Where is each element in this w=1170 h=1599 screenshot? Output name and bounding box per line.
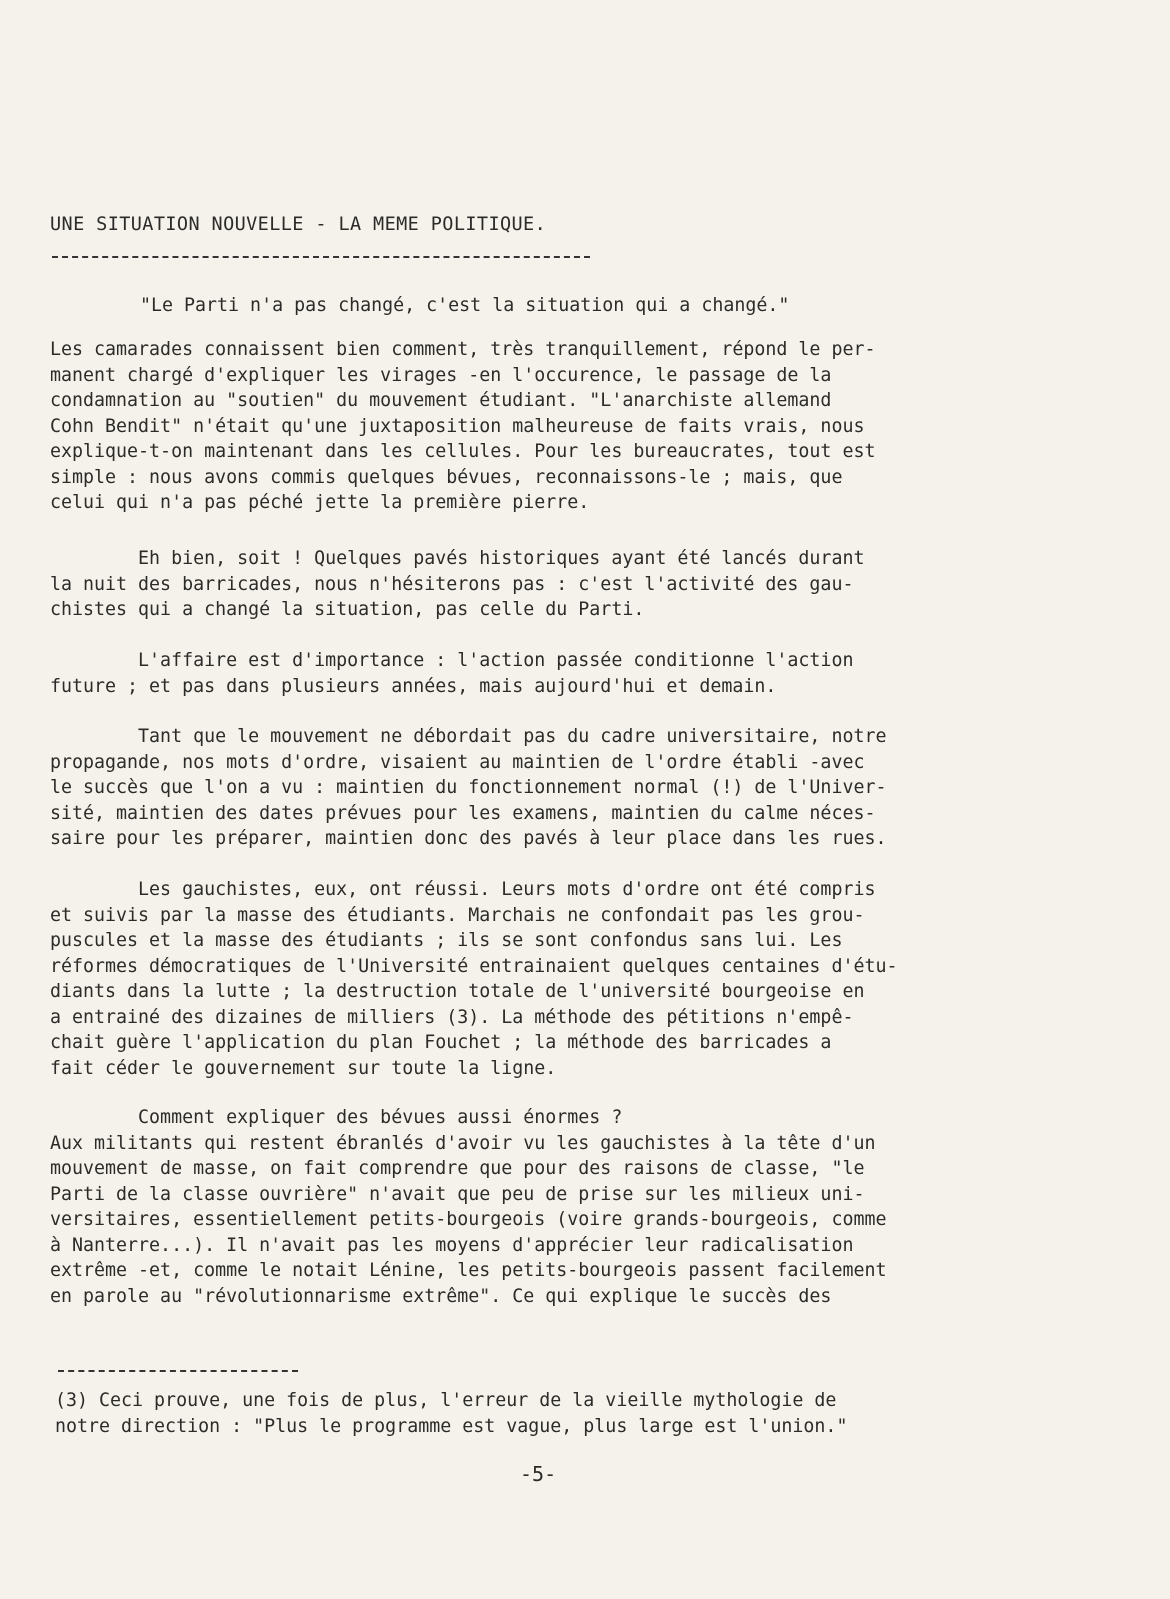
text-line: condamnation au "soutien" du mouvement étudiant. "L'anarchiste allemand xyxy=(50,390,832,411)
text-line: réformes démocratiques de l'Université entrainaient quelques centaines d'étu- xyxy=(50,955,898,977)
paragraph-4 xyxy=(50,724,1060,852)
text-line: propagande, nos mots d'ordre, visaient au maintien de l'ordre établi -avec xyxy=(50,751,865,773)
text-line: Parti de la classe ouvrière" n'avait que peu de prise sur les milieux uni- xyxy=(50,1183,865,1205)
text-line: Tant que le mouvement ne débordait pas du cadre universitaire, notre xyxy=(50,726,887,747)
page-number: -5- xyxy=(520,1462,557,1486)
text-line: Les camarades connaissent bien comment, très tranquillement, répond le per- xyxy=(50,339,876,360)
text-line: et suivis par la masse des étudiants. Marchais ne confondait pas les grou- xyxy=(50,904,865,926)
text-line: en parole au "révolutionnarisme extrême". Ce qui explique le succès des xyxy=(50,1285,832,1307)
footnote-separator xyxy=(58,1370,298,1372)
text-line: fait céder le gouvernement sur toute la ligne. xyxy=(50,1057,557,1079)
text-line: extrême -et, comme le notait Lénine, les petits-bourgeois passent facilement xyxy=(50,1260,887,1281)
footnote xyxy=(55,1388,847,1439)
text-line: Comment expliquer des bévues aussi énormes ? xyxy=(50,1107,623,1128)
text-line: Cohn Bendit" n'était qu'une juxtaposition malheureuse de faits vrais, nous xyxy=(50,415,865,437)
text-line: Aux militants qui restent ébranlés d'avoir vu les gauchistes à la tête d'un xyxy=(50,1132,876,1154)
text-line: le succès que l'on a vu : maintien du fonctionnement normal (!) de l'Univer- xyxy=(50,777,887,798)
text-line: manent chargé d'expliquer les virages -en l'occurence, le passage de la xyxy=(50,364,832,386)
text-line: mouvement de masse, on fait comprendre que pour des raisons de classe, "le xyxy=(50,1158,865,1179)
text-line: celui qui n'a pas péché jette la première pierre. xyxy=(50,492,590,513)
text-line: future ; et pas dans plusieurs années, mais aujourd'hui et demain. xyxy=(50,675,777,697)
opening-quote: "Le Parti n'a pas changé, c'est la situation qui a changé." xyxy=(140,295,790,316)
paragraph-5 xyxy=(50,877,1060,1081)
text-line: a entrainé des dizaines de milliers (3). La méthode des pétitions n'empê- xyxy=(50,1006,854,1028)
title-underline xyxy=(52,256,590,258)
paragraph-1 xyxy=(50,337,1060,516)
text-line: sité, maintien des dates prévues pour les examens, maintien du calme néces- xyxy=(50,802,876,824)
text-line: L'affaire est d'importance : l'action passée conditionne l'action xyxy=(50,650,854,671)
footnote-line: (3) Ceci prouve, une fois de plus, l'erreur de la vieille mythologie de xyxy=(55,1390,837,1411)
paragraph-3 xyxy=(50,648,1060,699)
text-line: la nuit des barricades, nous n'hésiterons pas : c'est l'activité des gau- xyxy=(50,573,854,595)
text-line: versitaires, essentiellement petits-bourgeois (voire grands-bourgeois, comme xyxy=(50,1209,887,1230)
text-line: simple : nous avons commis quelques bévues, reconnaissons-le ; mais, que xyxy=(50,466,843,488)
text-line: chait guère l'application du plan Fouchet ; la méthode des barricades a xyxy=(50,1032,832,1053)
section-title: UNE SITUATION NOUVELLE - LA MEME POLITIQUE. xyxy=(50,214,547,235)
text-line: Les gauchistes, eux, ont réussi. Leurs mots d'ordre ont été compris xyxy=(50,879,876,900)
footnote-line: notre direction : "Plus le programme est vague, plus large est l'union." xyxy=(55,1415,848,1437)
paragraph-2 xyxy=(50,546,1060,623)
text-line: Eh bien, soit ! Quelques pavés historiques ayant été lancés durant xyxy=(50,548,865,569)
text-line: puscules et la masse des étudiants ; ils se sont confondus sans lui. Les xyxy=(50,930,843,951)
text-line: saire pour les préparer, maintien donc des pavés à leur place dans les rues. xyxy=(50,828,887,849)
paragraph-6 xyxy=(50,1105,1060,1309)
text-line: à Nanterre...). Il n'avait pas les moyens d'apprécier leur radicalisation xyxy=(50,1234,854,1256)
text-line: diants dans la lutte ; la destruction totale de l'université bourgeoise en xyxy=(50,981,865,1002)
text-line: explique-t-on maintenant dans les cellules. Pour les bureaucrates, tout est xyxy=(50,441,876,462)
text-line: chistes qui a changé la situation, pas celle du Parti. xyxy=(50,599,645,620)
